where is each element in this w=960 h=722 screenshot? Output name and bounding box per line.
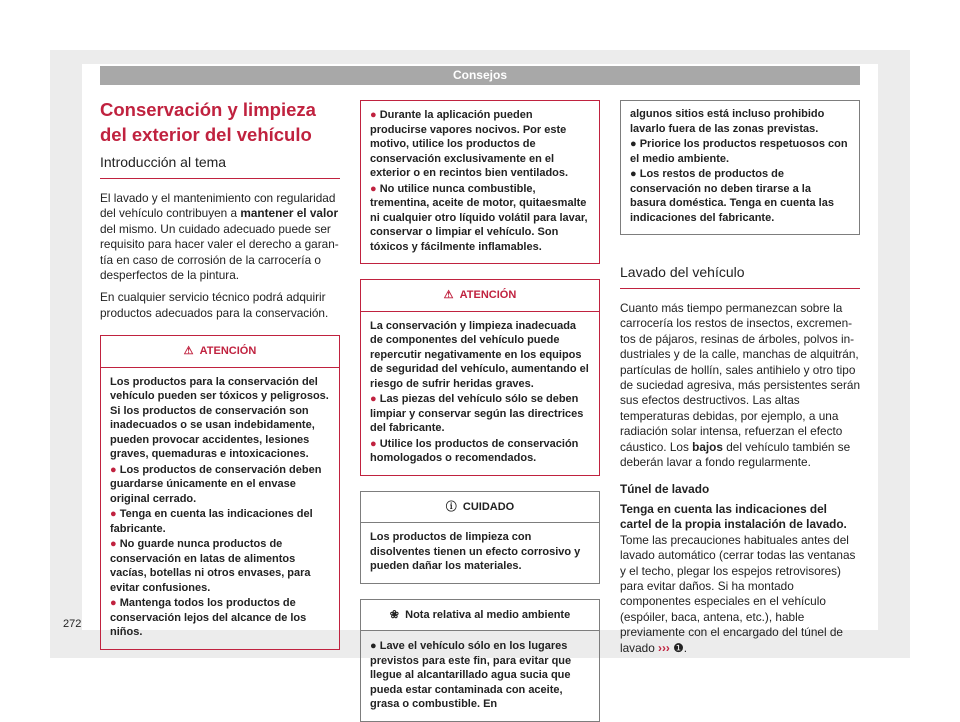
warning-header: ⚠ ATENCIÓN — [443, 289, 517, 301]
column-2 — [360, 100, 600, 722]
column-1 — [100, 90, 340, 650]
warning-reference-icon: ❶ — [673, 640, 684, 655]
caution-header: ⓘ CUIDADO — [361, 492, 599, 524]
intro-paragraph: El lavado y el mantenimiento con regularidad del vehículo contribuyen a mantener el valor del mismo. Un cuidado adecuado puede ser requisito para hacer valer el derecho a garantía en caso de corrosión de la carrocería o desperfectos de la pintura. — [100, 191, 339, 283]
warning-box-2 — [360, 279, 600, 476]
warning-header: ⚠ ATENCIÓN — [183, 345, 257, 358]
caution-box — [360, 491, 600, 584]
warning-triangle-icon: ⚠ — [443, 289, 454, 301]
warning-triangle-icon: ⚠ — [183, 345, 194, 358]
car-wash-paragraph: Tenga en cuenta las indicaciones del cartel de la propia instalación de lavado. Tome las precauciones habituales antes del lavado automático (cerrar todas las ventanas y el techo, plegar los espejos retrovisores) para evitar daños. Si ha montado componentes especiales en el vehículo (espóiler, baca, antena, etc.), hable previamente con el encargado del túnel de lavado ››› ❶. — [620, 501, 856, 655]
warning-item: ● Los productos de conservación deben guardarse únicamente en el envase original cerrado. — [110, 463, 322, 505]
warning-intro: La conservación y limpieza inadecuada de componentes del vehículo puede repercutir negativamente en los equipos de seguridad del vehículo, aumentando el riesgo de sufrir heridas graves. — [370, 319, 589, 390]
subsection-title: Introducción al tema — [100, 153, 340, 179]
environment-header: ❀ Nota relativa al medio ambiente — [361, 600, 599, 632]
warning-intro: Los productos para la conservación del vehículo pueden ser tóxicos y peligrosos. Si los productos de conservación son inadecuados o se usan indebidamente, pueden provocar accidentes, lesiones graves, quemaduras e intoxicaciones. — [110, 375, 329, 461]
environment-box-continued — [620, 100, 860, 235]
section-title-washing: Lavado del vehículo — [620, 263, 860, 289]
info-circle-icon: ⓘ — [445, 500, 457, 513]
column-3 — [620, 100, 860, 656]
warning-box-continued — [360, 100, 600, 264]
cross-reference-arrows[interactable]: ››› — [658, 640, 670, 655]
warning-item: ● Durante la aplicación pueden producirse vapores nocivos. Por este motivo, utilice los productos de conservación exclusivamente en el exterior o en recintos bien ventilados. — [370, 109, 569, 179]
environment-leaf-icon: ❀ — [389, 608, 400, 621]
environment-box — [360, 599, 600, 722]
warning-item: ● Utilice los productos de conservación homologados o recomendados. — [370, 437, 579, 464]
environment-item: ● Priorice los productos respetuosos con el medio ambiente. — [630, 138, 848, 165]
environment-item: ● Los restos de productos de conservación no deben tirarse a la basura doméstica. Tenga en cuenta las indicaciones del fabricante. — [630, 168, 834, 224]
caution-text: Los productos de limpieza con disolventes tienen un efecto corrosivo y pueden dañar los materiales. — [370, 531, 581, 572]
warning-item: ● No utilice nunca combustible, trementina, aceite de motor, quitaesmalte ni cualquier otro líquido volátil para lavar, conservar o limpiar el vehículo. Son tóxicos y fácilmente inflamables. — [370, 182, 588, 253]
intro-paragraph-2: En cualquier servicio técnico podrá adquirir productos adecuados para la conservación. — [100, 290, 329, 320]
washing-paragraph: Cuanto más tiempo permanezcan sobre la carrocería los restos de insectos, excrementos de pájaros, resinas de árboles, polvos industriales y de la calle, manchas de alquitrán, partículas de hollín, sales antihielo y otro tipo de suciedad agresiva, más persistentes serán sus efectos destructivos. Las altas temperaturas debidas, por ejemplo, a una radiación solar intensa, refuerzan el efecto cáustico. Los bajos del vehículo también se deberán lavar a fondo regularmente. — [620, 301, 860, 470]
environment-continued-text: algunos sitios está incluso prohibido lavarlo fuera de las zonas previstas. — [630, 108, 825, 135]
car-wash-subheading: Túnel de lavado — [620, 482, 710, 497]
warning-box — [100, 335, 340, 650]
warning-item: ● Mantenga todos los productos de conservación lejos del alcance de los niños. — [110, 597, 307, 639]
chapter-header: Consejos — [100, 66, 860, 85]
warning-item: ● No guarde nunca productos de conservación en latas de alimentos vacías, botellas ni otros envases, para evitar confusiones. — [110, 538, 311, 594]
warning-item: ● Tenga en cuenta las indicaciones del fabricante. — [110, 508, 313, 535]
environment-item: ● Lave el vehículo sólo en los lugares previstos para este fin, para evitar que llegue al alcantarillado agua sucia que pueda estar contaminada con aceite, grasa o combustible. En — [370, 640, 572, 710]
page-number: 272 — [63, 618, 82, 630]
section-title: Conservación y limpieza del exterior del vehículo — [100, 99, 316, 145]
warning-item: ● Las piezas del vehículo sólo se deben limpiar y conservar según las directrices del fabricante. — [370, 393, 584, 434]
